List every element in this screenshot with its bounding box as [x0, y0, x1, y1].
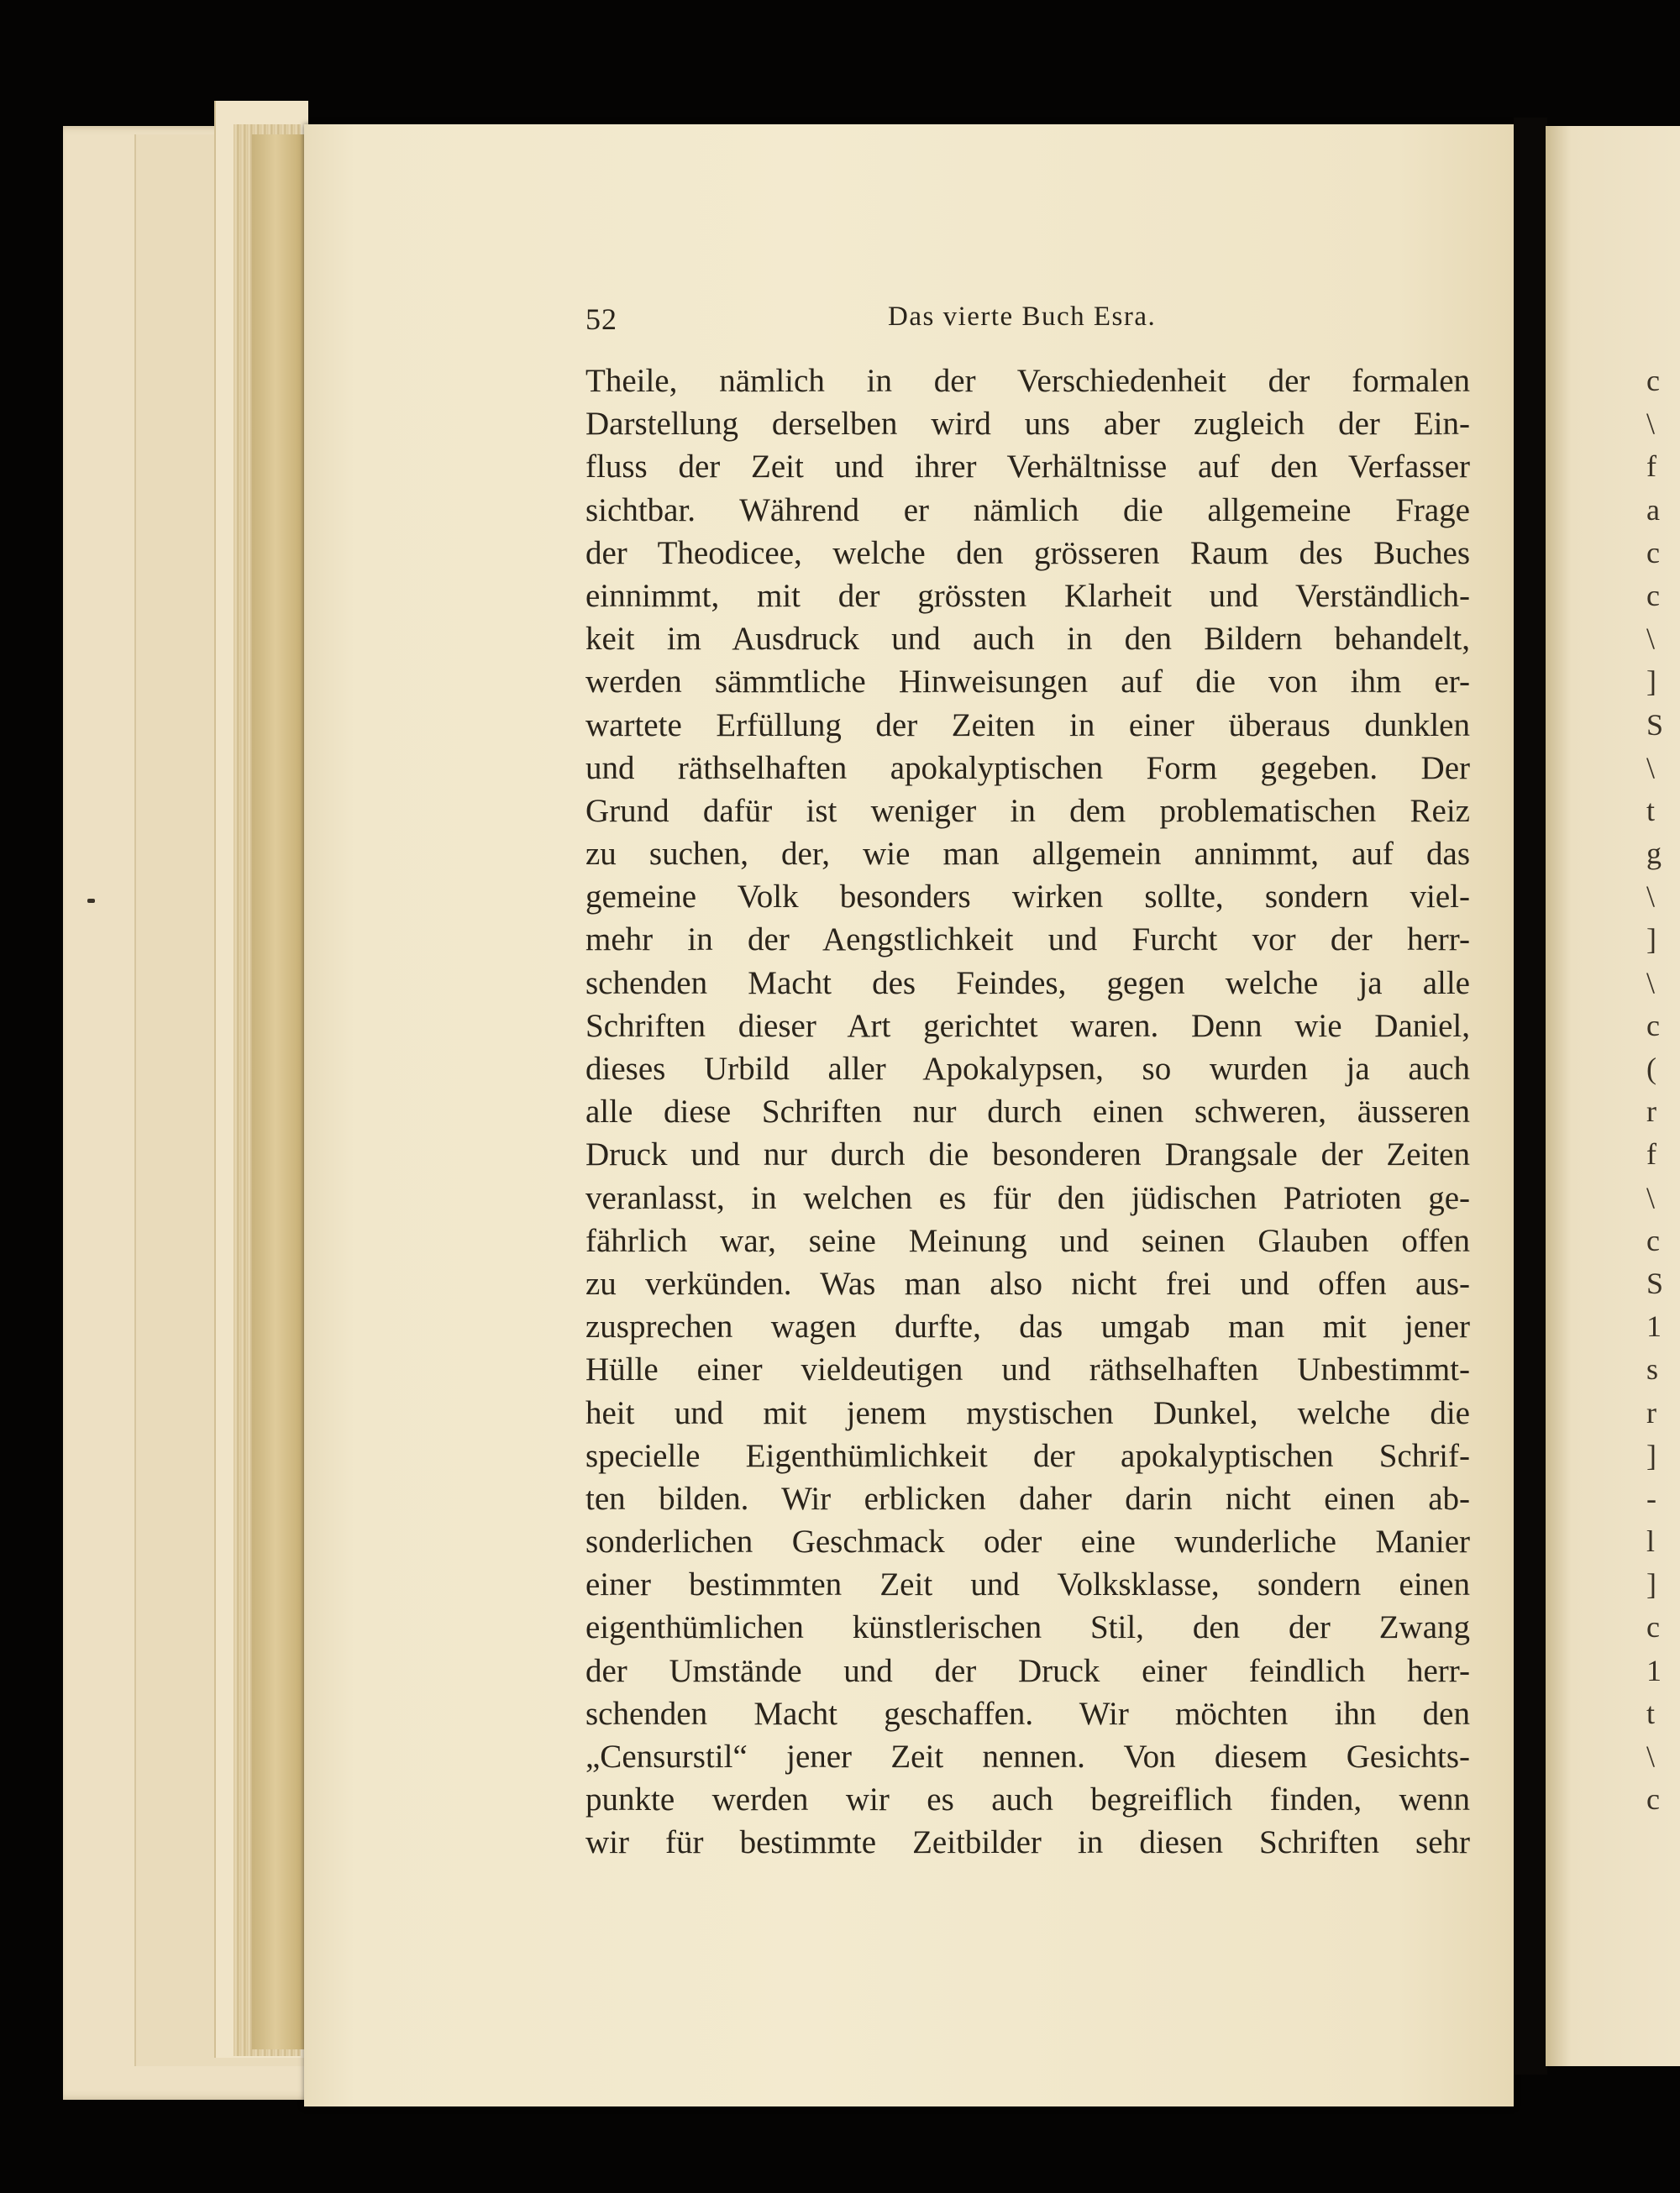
text-line: specielle Eigenthümlichkeit der apokalyptischen Schrif-: [585, 1437, 1470, 1474]
running-title: Das vierte Buch Esra.: [888, 302, 1157, 332]
text-line: Schriften dieser Art gerichtet waren. Denn wie Daniel,: [585, 1007, 1470, 1044]
glyph-fragment: c: [1646, 1223, 1660, 1257]
page-header: [585, 296, 1470, 347]
text-line: „Censurstil“ jener Zeit nennen. Von diesem Gesichts-: [585, 1739, 1470, 1775]
glyph-fragment: t: [1646, 1696, 1656, 1730]
glyph-fragment: ]: [1646, 1567, 1656, 1602]
glyph-fragment: 1: [1646, 1309, 1662, 1344]
glyph-fragment: \: [1646, 750, 1656, 784]
glyph-fragment: c: [1646, 364, 1660, 397]
glyph-fragment: c: [1646, 578, 1660, 612]
text-line: der Umstände und der Druck einer feindlich herr-: [585, 1652, 1470, 1689]
gilded-page-edge: [252, 134, 306, 2049]
text-line: gemeine Volk besonders wirken sollte, sondern viel-: [585, 879, 1470, 915]
glyph-fragment: \: [1646, 622, 1656, 656]
text-line: ten bilden. Wir erblicken daher darin nicht einen ab-: [585, 1480, 1470, 1517]
text-line: Theile, nämlich in der Verschiedenheit der formalen: [585, 363, 1470, 399]
text-line: zu suchen, der, wie man allgemein annimmt, auf das: [585, 836, 1470, 873]
glyph-fragment: ]: [1646, 664, 1656, 699]
glyph-fragment: f: [1646, 1137, 1656, 1172]
glyph-fragment: S: [1646, 1266, 1664, 1300]
glyph-fragment: c: [1646, 535, 1660, 569]
text-line: heit und mit jenem mystischen Dunkel, welche die: [585, 1394, 1470, 1431]
text-line: zu verkünden. Was man also nicht frei und offen aus-: [585, 1265, 1470, 1302]
glyph-fragment: c: [1646, 1610, 1660, 1645]
glyph-fragment: ]: [1646, 922, 1656, 957]
glyph-fragment: (: [1646, 1052, 1656, 1085]
text-line: Darstellung derselben wird uns aber zugleich der Ein-: [585, 406, 1470, 443]
glyph-fragment: c: [1646, 1782, 1660, 1817]
page-number: 52: [585, 302, 617, 336]
text-line: sichtbar. Während er nämlich die allgemeine Frage: [585, 491, 1470, 528]
text-line: wartete Erfüllung der Zeiten in einer überaus dunklen: [585, 706, 1470, 743]
text-line: einnimmt, mit der grössten Klarheit und Verständlich-: [585, 577, 1470, 614]
text-line: mehr in der Aengstlichkeit und Furcht vor der herr-: [585, 921, 1470, 958]
book-gutter: [1514, 118, 1547, 2075]
glyph-fragment: g: [1646, 837, 1662, 871]
glyph-fragment: r: [1646, 1395, 1656, 1430]
glyph-fragment: 1: [1646, 1653, 1662, 1687]
text-line: wir für bestimmte Zeitbilder in diesen Schriften sehr: [585, 1824, 1470, 1861]
glyph-fragment: l: [1646, 1524, 1656, 1559]
right-page-glyphs: [1646, 359, 1680, 1821]
glyph-fragment: c: [1646, 1008, 1660, 1042]
glyph-fragment: \: [1646, 1739, 1656, 1773]
text-line: Grund dafür ist weniger in dem problematischen Reiz: [585, 792, 1470, 829]
text-line: Druck und nur durch die besonderen Drangsale der Zeiten: [585, 1136, 1470, 1173]
text-line: der Theodicee, welche den grösseren Raum des Buches: [585, 534, 1470, 571]
text-line: zusprechen wagen durfte, das umgab man mit jener: [585, 1309, 1470, 1346]
text-line: fluss der Zeit und ihrer Verhältnisse auf den Verfasser: [585, 449, 1470, 485]
glyph-fragment: ]: [1646, 1438, 1656, 1472]
text-line: dieses Urbild aller Apokalypsen, so wurden ja auch: [585, 1051, 1470, 1087]
glyph-fragment: t: [1646, 793, 1656, 827]
glyph-fragment: s: [1646, 1352, 1659, 1387]
glyph-fragment: \: [1646, 879, 1656, 914]
ink-speck: [87, 899, 95, 903]
glyph-fragment: \: [1646, 407, 1656, 441]
text-line: fährlich war, seine Meinung und seinen Glauben offen: [585, 1222, 1470, 1259]
text-line: alle diese Schriften nur durch einen schweren, äusseren: [585, 1094, 1470, 1131]
text-line: schenden Macht des Feindes, gegen welche ja alle: [585, 964, 1470, 1001]
glyph-fragment: \: [1646, 1180, 1656, 1215]
text-line: einer bestimmten Zeit und Volksklasse, sondern einen: [585, 1566, 1470, 1603]
glyph-fragment: \: [1646, 965, 1656, 999]
text-line: veranlasst, in welchen es für den jüdischen Patrioten ge-: [585, 1179, 1470, 1216]
glyph-fragment: -: [1646, 1481, 1656, 1515]
glyph-fragment: a: [1646, 492, 1660, 527]
glyph-fragment: r: [1646, 1094, 1656, 1129]
text-line: punkte werden wir es auch begreiflich finden, wenn: [585, 1781, 1470, 1818]
glyph-fragment: f: [1646, 449, 1656, 484]
text-line: Hülle einer vieldeutigen und räthselhaften Unbestimmt-: [585, 1351, 1470, 1388]
body-paragraph: [585, 359, 1470, 1865]
text-line: sonderlichen Geschmack oder eine wunderliche Manier: [585, 1524, 1470, 1561]
text-line: eigenthümlichen künstlerischen Stil, den der Zwang: [585, 1609, 1470, 1646]
text-line: schenden Macht geschaffen. Wir möchten ihn den: [585, 1695, 1470, 1732]
text-line: werden sämmtliche Hinweisungen auf die von ihm er-: [585, 664, 1470, 700]
text-line: und räthselhaften apokalyptischen Form gegeben. Der: [585, 749, 1470, 786]
text-line: keit im Ausdruck und auch in den Bildern behandelt,: [585, 621, 1470, 658]
glyph-fragment: S: [1646, 707, 1664, 742]
